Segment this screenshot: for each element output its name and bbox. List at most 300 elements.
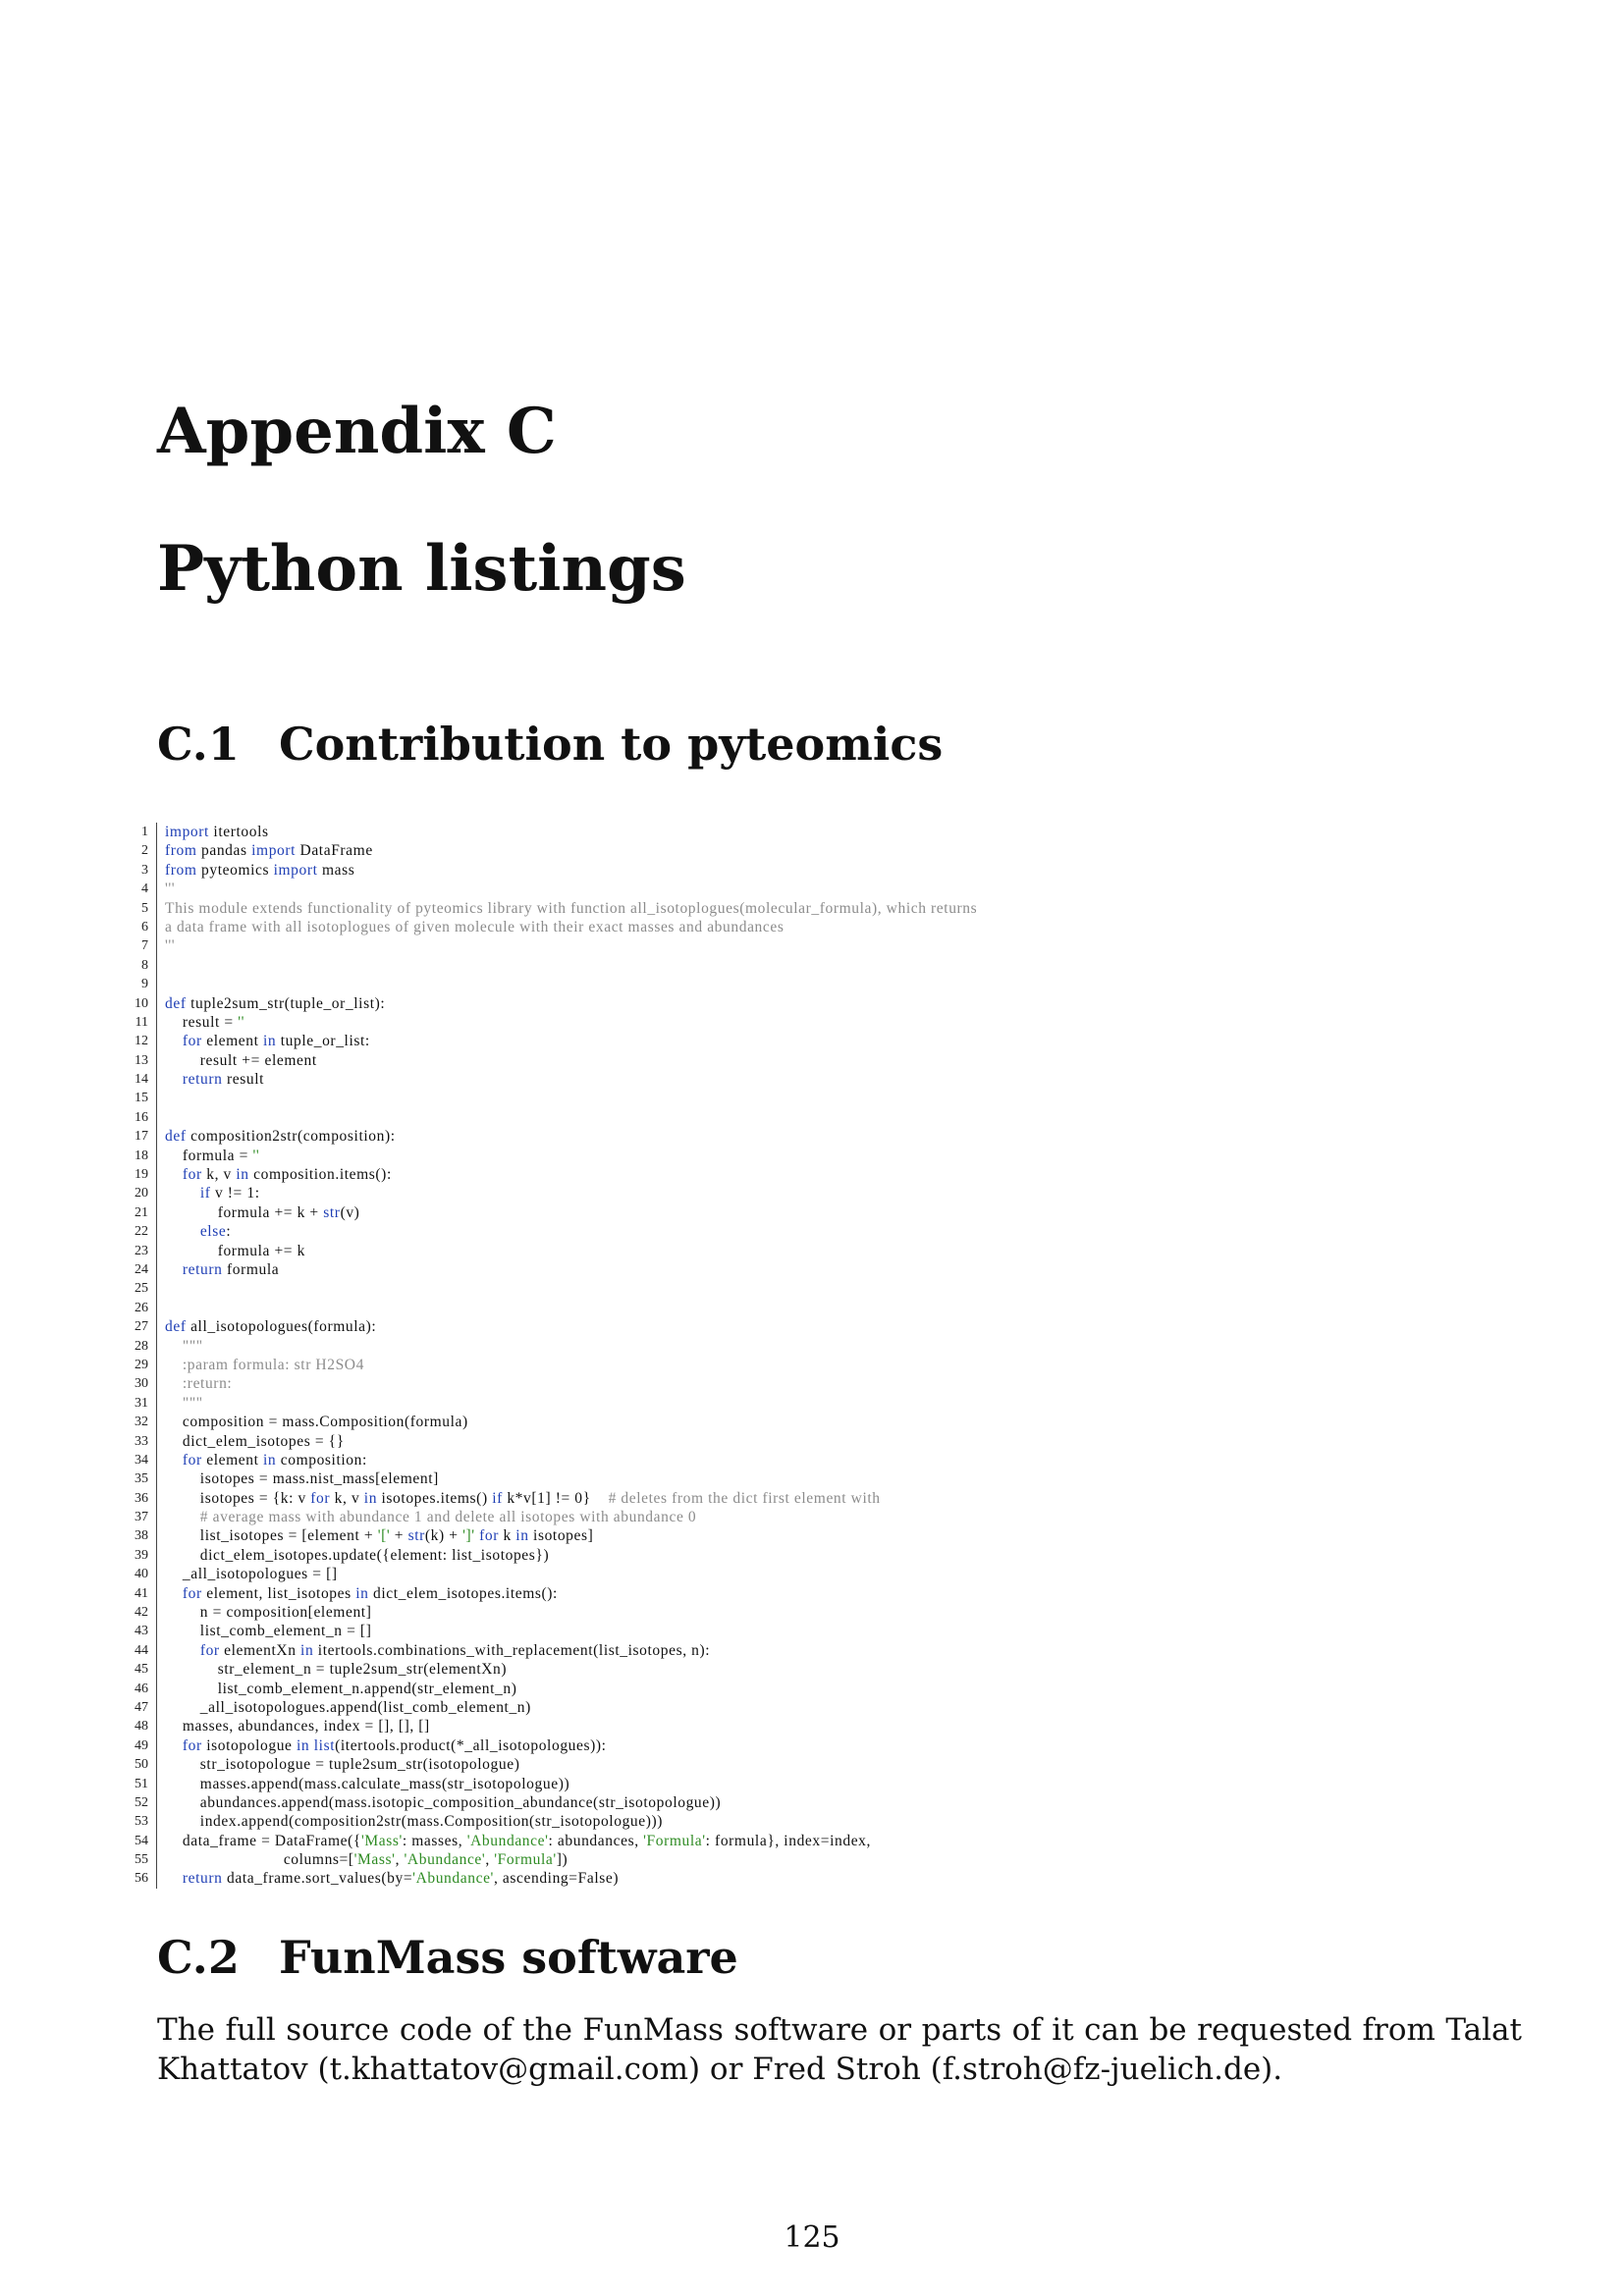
line-number: 42 xyxy=(135,1605,148,1621)
code-token: :return: xyxy=(165,1375,233,1393)
code-line xyxy=(128,975,1522,993)
code-token: : xyxy=(226,1223,232,1241)
code-token: ''' xyxy=(165,937,176,955)
code-line xyxy=(128,1165,1522,1184)
code-text xyxy=(156,918,785,936)
code-line xyxy=(128,1526,1522,1545)
section-title: Contribution to pyteomics xyxy=(279,718,944,771)
code-text xyxy=(156,1622,371,1640)
code-line xyxy=(128,1070,1522,1089)
line-number: 36 xyxy=(135,1490,148,1506)
code-line xyxy=(128,861,1522,880)
line-number: 18 xyxy=(135,1148,148,1163)
code-text xyxy=(156,1317,376,1336)
code-line xyxy=(128,1622,1522,1640)
code-text xyxy=(156,1812,663,1831)
line-number: 37 xyxy=(135,1510,148,1525)
line-number: 16 xyxy=(135,1109,148,1125)
code-text xyxy=(156,1869,619,1888)
code-text xyxy=(156,1793,721,1812)
code-text xyxy=(156,1089,165,1107)
line-number: 45 xyxy=(135,1662,148,1678)
code-line xyxy=(128,1108,1522,1127)
code-token: return xyxy=(182,1870,223,1888)
code-token: # deletes from the dict first element with xyxy=(608,1489,881,1507)
code-token: k, v xyxy=(201,1166,237,1184)
code-token: in xyxy=(300,1641,314,1659)
code-text xyxy=(156,1222,231,1241)
code-token: in xyxy=(515,1527,529,1545)
code-token: in xyxy=(263,1033,277,1050)
line-number: 21 xyxy=(135,1204,148,1220)
line-number: 40 xyxy=(135,1567,148,1582)
code-line xyxy=(128,1755,1522,1774)
code-text xyxy=(156,1565,338,1583)
code-line xyxy=(128,1127,1522,1146)
code-token: result xyxy=(222,1071,265,1089)
code-token: str_element_n = tuple2sum_str(elementXn) xyxy=(165,1661,508,1679)
code-text xyxy=(156,1279,165,1298)
code-listing xyxy=(128,823,1522,1889)
code-token: : abundances, xyxy=(548,1832,644,1849)
code-token: pyteomics xyxy=(196,861,274,879)
code-line xyxy=(128,1775,1522,1793)
code-line xyxy=(128,880,1522,898)
code-line xyxy=(128,1032,1522,1050)
code-token: 'Abundance' xyxy=(412,1870,494,1888)
code-token: : formula}, index=index, xyxy=(705,1832,871,1849)
code-token: masses.append(mass.calculate_mass(str_isotopologue)) xyxy=(165,1775,570,1792)
code-token: _all_isotopologues = [] xyxy=(165,1566,338,1583)
code-token: # average mass with abundance 1 and delete all isotopes with abundance 0 xyxy=(165,1509,697,1526)
code-token xyxy=(165,1071,183,1088)
code-token: DataFrame xyxy=(296,842,373,860)
code-text xyxy=(156,841,373,860)
code-token: in xyxy=(355,1584,369,1602)
code-token: n = composition[element] xyxy=(165,1604,372,1622)
code-token: in xyxy=(263,1451,277,1468)
code-text xyxy=(156,1755,519,1774)
code-token: list_isotopes = [element + xyxy=(165,1527,378,1545)
code-token xyxy=(165,1737,183,1754)
line-number: 38 xyxy=(135,1528,148,1544)
code-token: for xyxy=(182,1033,202,1050)
code-token: 'Mass' xyxy=(353,1851,396,1869)
code-token: return xyxy=(182,1260,223,1278)
code-token: str xyxy=(323,1203,341,1221)
section-heading-c1 xyxy=(157,717,943,772)
line-number: 46 xyxy=(135,1681,148,1696)
code-token: , ascending=False) xyxy=(493,1870,620,1888)
code-text xyxy=(156,1184,260,1202)
code-token: abundances.append(mass.isotopic_composition_abundance(str_isotopologue)) xyxy=(165,1793,722,1811)
line-number: 4 xyxy=(141,881,148,897)
code-token: + xyxy=(390,1527,408,1545)
code-token: dict_elem_isotopes = {} xyxy=(165,1432,345,1450)
line-number: 51 xyxy=(135,1776,148,1791)
line-number: 20 xyxy=(135,1186,148,1201)
code-token: mass xyxy=(317,861,355,879)
code-token: from xyxy=(165,861,197,879)
code-text xyxy=(156,1432,345,1451)
code-text xyxy=(156,1680,517,1698)
code-text xyxy=(156,1337,203,1356)
code-text xyxy=(156,1526,593,1545)
code-token: for xyxy=(182,1736,202,1754)
line-number: 7 xyxy=(141,938,148,954)
code-line xyxy=(128,899,1522,918)
code-line xyxy=(128,1680,1522,1698)
code-line xyxy=(128,1489,1522,1508)
code-token: itertools xyxy=(208,824,269,840)
code-text xyxy=(156,1603,371,1622)
code-line xyxy=(128,1451,1522,1469)
code-line xyxy=(128,1242,1522,1260)
line-number: 3 xyxy=(141,862,148,878)
code-line xyxy=(128,936,1522,955)
code-token: (v) xyxy=(340,1203,360,1221)
code-text xyxy=(156,956,165,975)
line-number: 33 xyxy=(135,1433,148,1449)
code-text xyxy=(156,1394,203,1413)
code-text xyxy=(156,936,175,955)
code-token xyxy=(165,1223,200,1240)
code-token: ''' xyxy=(165,881,176,898)
line-number: 41 xyxy=(135,1585,148,1601)
code-line xyxy=(128,1603,1522,1622)
line-number: 17 xyxy=(135,1129,148,1145)
section-number: C.2 xyxy=(157,1931,240,1984)
code-token: masses, abundances, index = [], [], [] xyxy=(165,1718,430,1735)
code-token: columns=[ xyxy=(165,1851,354,1869)
code-token: , xyxy=(395,1851,405,1869)
code-text xyxy=(156,994,385,1013)
code-line xyxy=(128,1337,1522,1356)
code-token: in xyxy=(297,1736,310,1754)
code-token: 'Abundance' xyxy=(404,1851,486,1869)
code-text xyxy=(156,1413,468,1431)
section-heading-c2 xyxy=(157,1930,738,1985)
code-token: for xyxy=(182,1451,202,1468)
line-number: 34 xyxy=(135,1452,148,1468)
code-line xyxy=(128,1394,1522,1413)
line-number: 22 xyxy=(135,1224,148,1240)
code-token xyxy=(165,1452,183,1468)
code-line xyxy=(128,1736,1522,1755)
line-number: 10 xyxy=(135,995,148,1011)
code-token: tuple2sum_str(tuple_or_list): xyxy=(186,994,386,1012)
code-line xyxy=(128,1413,1522,1431)
line-number: 35 xyxy=(135,1471,148,1487)
code-token: def xyxy=(165,994,187,1012)
line-number: 24 xyxy=(135,1261,148,1277)
code-text xyxy=(156,1108,165,1127)
code-token: result += element xyxy=(165,1051,317,1069)
line-number: 12 xyxy=(135,1034,148,1049)
code-line xyxy=(128,1584,1522,1603)
code-token: for xyxy=(479,1527,499,1545)
code-text xyxy=(156,1832,871,1850)
line-number: 27 xyxy=(135,1319,148,1335)
code-text xyxy=(156,1032,370,1050)
code-token: formula = xyxy=(165,1147,253,1164)
code-token: (k) + xyxy=(424,1527,463,1545)
code-token: composition = mass.Composition(formula) xyxy=(165,1414,468,1431)
code-token xyxy=(165,1870,183,1887)
code-token: :param formula: str H2SO4 xyxy=(165,1356,364,1373)
code-token: """ xyxy=(165,1394,203,1412)
code-token: k*v[1] != 0} xyxy=(502,1489,609,1507)
code-line xyxy=(128,1546,1522,1565)
code-text xyxy=(156,899,977,918)
code-token: a data frame with all isotoplogues of given molecule with their exact masses and abundances xyxy=(165,918,785,935)
code-text xyxy=(156,1451,367,1469)
code-token: for xyxy=(199,1641,220,1659)
code-token: 'Formula' xyxy=(643,1832,706,1849)
code-text xyxy=(156,1013,244,1032)
code-line xyxy=(128,1260,1522,1279)
code-token: composition2str(composition): xyxy=(186,1128,396,1146)
code-token: isotopes = {k: v xyxy=(165,1489,311,1507)
line-number: 19 xyxy=(135,1167,148,1183)
code-line xyxy=(128,1013,1522,1032)
code-text xyxy=(156,1717,430,1735)
code-text xyxy=(156,1489,881,1508)
line-number: 25 xyxy=(135,1281,148,1297)
code-token: 'Formula' xyxy=(494,1851,557,1869)
code-token xyxy=(165,1185,200,1201)
code-token: dict_elem_isotopes.items(): xyxy=(368,1584,558,1602)
code-text xyxy=(156,1260,279,1279)
line-number: 52 xyxy=(135,1794,148,1810)
code-token: if xyxy=(492,1489,503,1507)
code-token: dict_elem_isotopes.update({element: list_isotopes}) xyxy=(165,1546,550,1564)
code-line xyxy=(128,1698,1522,1717)
code-text xyxy=(156,1508,696,1526)
code-token: itertools.combinations_with_replacement(list_isotopes, n): xyxy=(313,1641,711,1659)
code-token: import xyxy=(251,842,297,860)
code-token: import xyxy=(165,824,209,840)
code-line xyxy=(128,1832,1522,1850)
code-text xyxy=(156,1641,710,1660)
code-token: in xyxy=(236,1166,249,1184)
code-token: in xyxy=(363,1489,378,1507)
section-number: C.1 xyxy=(157,718,240,771)
code-token: str_isotopologue = tuple2sum_str(isotopologue) xyxy=(165,1756,520,1774)
code-text xyxy=(156,1469,439,1488)
code-text xyxy=(156,1051,317,1070)
code-token xyxy=(165,1642,200,1659)
code-token: isotopes = mass.nist_mass[element] xyxy=(165,1470,439,1488)
chapter-title: Python listings xyxy=(157,532,686,606)
code-token: list xyxy=(313,1736,336,1754)
code-line xyxy=(128,1222,1522,1241)
code-token: """ xyxy=(165,1337,203,1355)
code-text xyxy=(156,823,269,841)
code-token: 'Mass' xyxy=(360,1832,403,1849)
code-token: composition.items(): xyxy=(248,1166,392,1184)
code-line xyxy=(128,1051,1522,1070)
code-line xyxy=(128,1432,1522,1451)
code-text xyxy=(156,1698,531,1717)
line-number: 8 xyxy=(141,957,148,973)
code-token: isotopes] xyxy=(528,1527,594,1545)
code-token: from xyxy=(165,842,197,860)
body-paragraph: The full source code of the FunMass software or parts of it can be requested from Talat Khattatov (t.khattatov@gmail.com) or Fred Stroh (f.stroh@fz-juelich.de). xyxy=(157,2012,1522,2087)
code-token: formula += k xyxy=(165,1242,305,1259)
line-number: 5 xyxy=(141,900,148,916)
code-line xyxy=(128,918,1522,936)
code-text xyxy=(156,1775,569,1793)
code-line xyxy=(128,841,1522,860)
code-token: for xyxy=(182,1166,202,1184)
code-text xyxy=(156,1203,359,1222)
line-number: 13 xyxy=(135,1052,148,1068)
line-number: 50 xyxy=(135,1757,148,1773)
code-token: def xyxy=(165,1128,187,1146)
code-token: formula += k + xyxy=(165,1203,324,1221)
code-line xyxy=(128,1089,1522,1107)
code-token: data_frame.sort_values(by= xyxy=(222,1870,413,1888)
code-text xyxy=(156,1660,507,1679)
code-text xyxy=(156,1070,264,1089)
line-number: 39 xyxy=(135,1547,148,1563)
code-token: if xyxy=(199,1185,211,1202)
code-line xyxy=(128,1641,1522,1660)
line-number: 30 xyxy=(135,1376,148,1392)
line-number: 49 xyxy=(135,1737,148,1753)
code-token: element xyxy=(201,1451,263,1468)
code-token: tuple_or_list: xyxy=(276,1033,370,1050)
line-number: 32 xyxy=(135,1415,148,1430)
code-text xyxy=(156,1147,259,1165)
code-token: : masses, xyxy=(402,1832,467,1849)
line-number: 6 xyxy=(141,919,148,934)
code-text xyxy=(156,1242,305,1260)
line-number: 1 xyxy=(141,825,148,839)
code-token: all_isotopologues(formula): xyxy=(186,1318,377,1336)
code-token: k, v xyxy=(330,1489,364,1507)
line-number: 53 xyxy=(135,1814,148,1830)
line-number: 54 xyxy=(135,1833,148,1848)
code-text xyxy=(156,1127,396,1146)
code-token: k xyxy=(498,1527,516,1545)
code-text xyxy=(156,1374,232,1393)
code-token: '' xyxy=(252,1147,260,1164)
code-token: else xyxy=(199,1223,227,1241)
code-line xyxy=(128,1660,1522,1679)
line-number: 44 xyxy=(135,1642,148,1658)
code-token xyxy=(165,1585,183,1602)
code-text xyxy=(156,1356,364,1374)
code-line xyxy=(128,1279,1522,1298)
code-text xyxy=(156,1546,549,1565)
code-token: list_comb_element_n = [] xyxy=(165,1623,372,1640)
code-token: list_comb_element_n.append(str_element_n) xyxy=(165,1680,517,1697)
code-token: This module extends functionality of pyteomics library with function all_isotoplogues(molecular_formula), which returns xyxy=(165,899,978,917)
line-number: 48 xyxy=(135,1719,148,1735)
code-text xyxy=(156,880,175,898)
code-token xyxy=(165,1261,183,1278)
code-line xyxy=(128,1147,1522,1165)
code-line xyxy=(128,1812,1522,1831)
code-line xyxy=(128,956,1522,975)
line-number: 56 xyxy=(135,1871,148,1887)
line-number: 29 xyxy=(135,1357,148,1372)
code-token xyxy=(165,1033,183,1049)
code-token: v != 1: xyxy=(210,1185,260,1202)
code-text xyxy=(156,975,165,993)
line-number: 47 xyxy=(135,1699,148,1715)
code-token: pandas xyxy=(196,842,252,860)
code-token: , xyxy=(485,1851,495,1869)
code-text xyxy=(156,1165,392,1184)
code-token: def xyxy=(165,1318,187,1336)
code-token: for xyxy=(182,1584,202,1602)
line-number: 31 xyxy=(135,1395,148,1411)
line-number: 9 xyxy=(141,977,148,992)
line-number: 2 xyxy=(141,843,148,859)
code-token: element xyxy=(201,1033,263,1050)
line-number: 55 xyxy=(135,1852,148,1868)
code-token: 'Abundance' xyxy=(466,1832,549,1849)
code-line xyxy=(128,1374,1522,1393)
code-token: import xyxy=(273,861,318,879)
code-line xyxy=(128,1508,1522,1526)
code-token: return xyxy=(182,1071,223,1089)
code-text xyxy=(156,1850,568,1869)
code-text xyxy=(156,1584,558,1603)
code-token: for xyxy=(310,1489,331,1507)
code-token: '' xyxy=(238,1013,245,1031)
line-number: 28 xyxy=(135,1338,148,1354)
code-text xyxy=(156,861,354,880)
code-token: ]) xyxy=(556,1851,568,1869)
code-token: str xyxy=(407,1527,425,1545)
section-title: FunMass software xyxy=(279,1931,738,1984)
code-line xyxy=(128,1356,1522,1374)
code-line xyxy=(128,1203,1522,1222)
code-line xyxy=(128,1184,1522,1202)
code-token: data_frame = DataFrame({ xyxy=(165,1832,361,1849)
line-number: 11 xyxy=(135,1014,148,1030)
code-line xyxy=(128,823,1522,841)
line-number: 43 xyxy=(135,1624,148,1639)
code-token: isotopologue xyxy=(201,1736,298,1754)
code-token: elementXn xyxy=(219,1641,301,1659)
line-number: 26 xyxy=(135,1300,148,1315)
line-number: 14 xyxy=(135,1072,148,1088)
code-line xyxy=(128,1717,1522,1735)
code-token: '[' xyxy=(377,1527,391,1545)
code-line xyxy=(128,994,1522,1013)
code-token: element, list_isotopes xyxy=(201,1584,356,1602)
code-token: result = xyxy=(165,1013,239,1031)
page-number: 125 xyxy=(784,2220,840,2255)
code-token: formula xyxy=(222,1260,280,1278)
line-number: 15 xyxy=(135,1091,148,1106)
code-line xyxy=(128,1793,1522,1812)
code-token: isotopes.items() xyxy=(377,1489,493,1507)
line-number: 23 xyxy=(135,1243,148,1258)
code-token: index.append(composition2str(mass.Composition(str_isotopologue))) xyxy=(165,1813,664,1831)
code-text xyxy=(156,1736,607,1755)
code-token: (itertools.product(*_all_isotopologues)): xyxy=(335,1736,607,1754)
code-token: ']' xyxy=(462,1527,475,1545)
code-line xyxy=(128,1469,1522,1488)
code-line xyxy=(128,1317,1522,1336)
code-text xyxy=(156,1299,165,1317)
